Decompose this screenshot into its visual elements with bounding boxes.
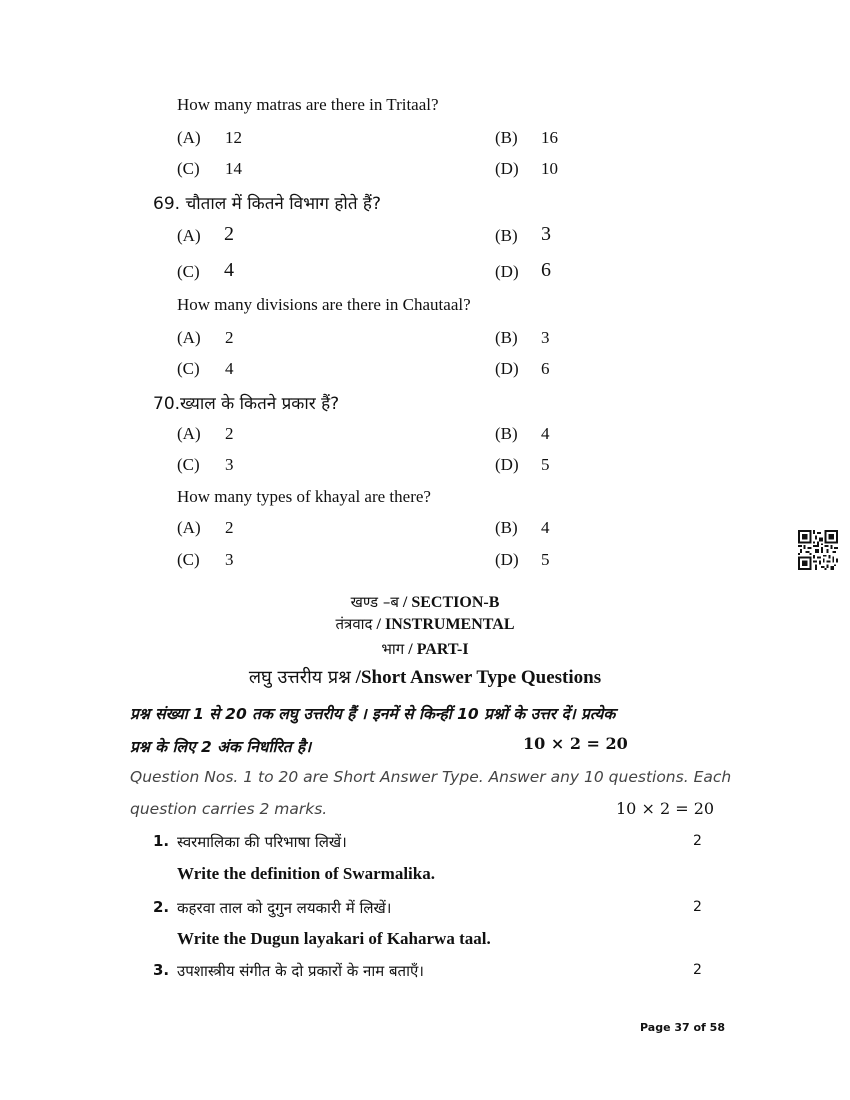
part-hindi: भाग — [381, 640, 405, 658]
option-label: (A) — [177, 328, 201, 347]
question-marks: 2 — [693, 833, 702, 849]
option-label: (B) — [495, 424, 518, 443]
option-value: 2 — [225, 518, 234, 537]
option-value: 10 — [541, 159, 558, 178]
question-type-hindi: लघु उत्तरीय प्रश्न — [248, 667, 351, 688]
question-69-english: How many divisions are there in Chautaal? — [177, 295, 471, 314]
option-label: (D) — [495, 159, 519, 178]
subject-heading — [0, 614, 850, 634]
question-marks: 2 — [693, 962, 702, 978]
option-label: (C) — [177, 359, 200, 378]
subject-hindi: तंत्रवाद — [335, 615, 373, 633]
option-label: (B) — [495, 226, 518, 245]
part-english: PART-I — [416, 641, 469, 658]
option-label: (D) — [495, 359, 519, 378]
option-value: 2 — [225, 328, 234, 347]
option-value: 4 — [541, 424, 550, 443]
separator: / — [355, 667, 361, 688]
question-english: Write the definition of Swarmalika. — [177, 864, 435, 883]
section-english: SECTION-B — [411, 594, 500, 611]
option-value: 5 — [541, 550, 550, 569]
marks-formula-english: 10 × 2 = 20 — [616, 799, 715, 818]
marks-formula-hindi: 10 × 2 = 20 — [523, 734, 628, 753]
qr-code-icon — [798, 530, 838, 570]
separator: / — [402, 594, 408, 611]
option-value: 5 — [541, 455, 550, 474]
option-label: (C) — [177, 455, 200, 474]
question-number: 1. — [153, 832, 170, 850]
option-value: 3 — [541, 328, 550, 347]
question-hindi: कहरवा ताल को दुगुन लयकारी में लिखें। — [177, 899, 392, 917]
option-value: 6 — [541, 259, 551, 281]
question-hindi: स्वरमालिका की परिभाषा लिखें। — [177, 833, 347, 851]
option-value: 14 — [225, 159, 242, 178]
question-70-hindi: 70.ख्याल के कितने प्रकार हैं? — [153, 394, 340, 414]
question-english: Write the Dugun layakari of Kaharwa taal. — [177, 929, 491, 948]
subject-english: INSTRUMENTAL — [384, 616, 515, 633]
instruction-english-line1: Question Nos. 1 to 20 are Short Answer Type. Answer any 10 questions. Each — [130, 768, 732, 786]
option-label: (B) — [495, 128, 518, 147]
option-value: 3 — [225, 455, 234, 474]
instruction-english-line2: question carries 2 marks. — [130, 800, 328, 818]
option-value: 3 — [541, 223, 551, 245]
option-label: (D) — [495, 262, 519, 281]
option-value: 2 — [225, 424, 234, 443]
option-label: (C) — [177, 262, 200, 281]
option-value: 12 — [225, 128, 242, 147]
section-heading — [0, 592, 850, 612]
page-number: Page 37 of 58 — [640, 1021, 725, 1034]
question-69-hindi: 69. चौताल में कितने विभाग होते हैं? — [153, 194, 381, 214]
question-68-english: How many matras are there in Tritaal? — [177, 95, 439, 114]
question-type-english: Short Answer Type Questions — [360, 667, 602, 688]
instruction-hindi-line1: प्रश्न संख्या 1 से 20 तक लघु उत्तरीय हैं । इनमें से किन्हीं 10 प्रश्नों के उत्तर दें। प्रत्येक — [130, 705, 616, 723]
question-number: 3. — [153, 961, 170, 979]
separator: / — [408, 641, 413, 658]
option-label: (B) — [495, 518, 518, 537]
question-70-english: How many types of khayal are there? — [177, 487, 431, 506]
option-label: (C) — [177, 159, 200, 178]
option-label: (A) — [177, 226, 201, 245]
option-value: 6 — [541, 359, 550, 378]
option-label: (B) — [495, 328, 518, 347]
question-type-heading — [0, 665, 850, 689]
option-label: (A) — [177, 424, 201, 443]
option-value: 4 — [224, 259, 234, 281]
option-value: 3 — [225, 550, 234, 569]
option-label: (D) — [495, 455, 519, 474]
question-hindi: उपशास्त्रीय संगीत के दो प्रकारों के नाम बताएँ। — [177, 962, 424, 980]
option-label: (A) — [177, 518, 201, 537]
option-value: 4 — [225, 359, 234, 378]
option-value: 2 — [224, 223, 234, 245]
option-label: (A) — [177, 128, 201, 147]
option-value: 4 — [541, 518, 550, 537]
instruction-hindi-line2: प्रश्न के लिए 2 अंक निर्धारित है। — [130, 738, 312, 756]
separator: / — [376, 616, 381, 633]
option-value: 16 — [541, 128, 558, 147]
part-heading — [0, 639, 850, 659]
option-label: (D) — [495, 550, 519, 569]
question-marks: 2 — [693, 899, 702, 915]
section-hindi: खण्ड –ब — [350, 593, 399, 611]
question-number: 2. — [153, 898, 170, 916]
option-label: (C) — [177, 550, 200, 569]
